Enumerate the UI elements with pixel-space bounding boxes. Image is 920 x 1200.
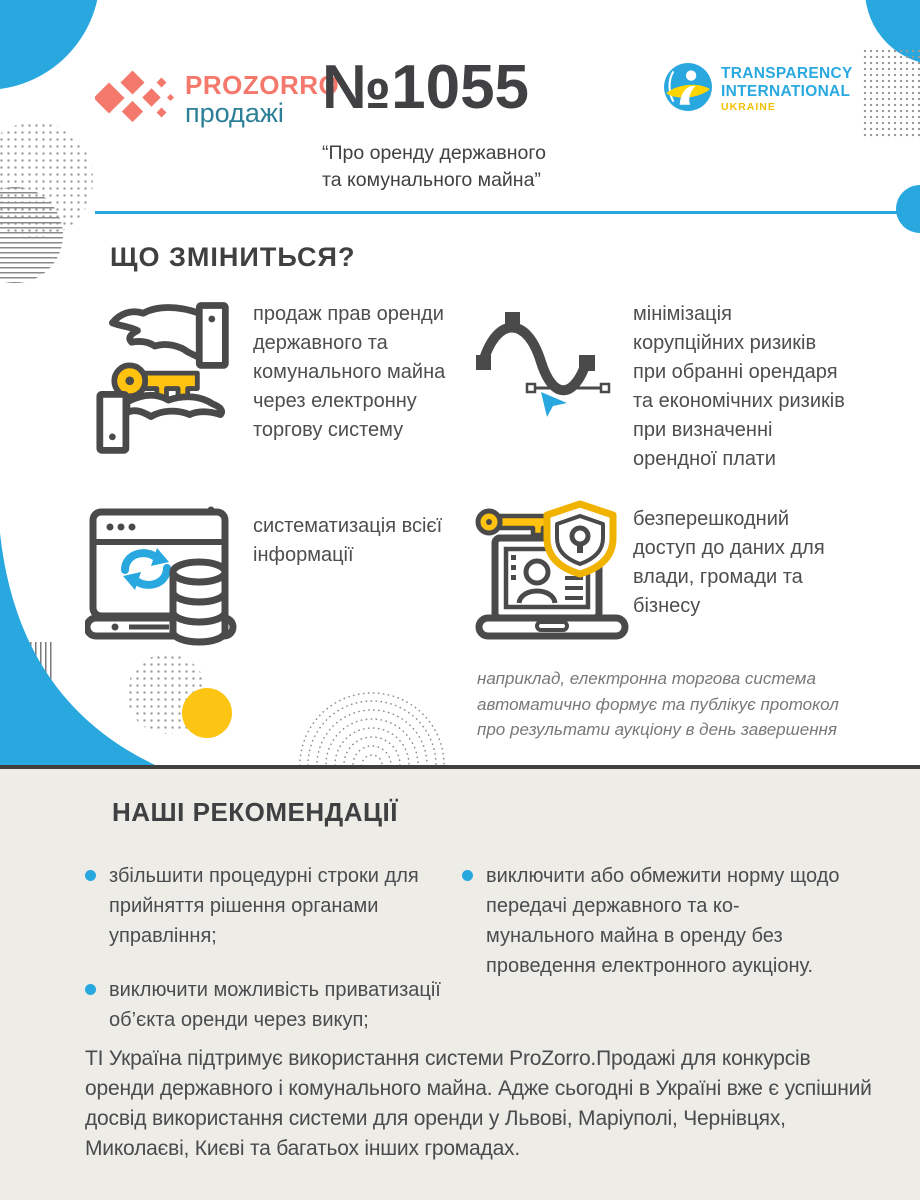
law-title-line1: “Про оренду державного xyxy=(322,142,546,164)
recommendation-item xyxy=(85,975,453,1035)
prozorro-logo-subword: продажі xyxy=(185,98,284,128)
bullet-icon xyxy=(85,984,96,995)
bezier-curve-icon xyxy=(475,310,625,418)
law-title-line2: та комунального майна” xyxy=(322,169,541,192)
header-divider-line xyxy=(95,211,920,214)
law-number-title: №1055 xyxy=(322,53,530,122)
dot-pattern-topright xyxy=(862,48,920,140)
recommendations-column-right xyxy=(462,861,840,981)
bullet-icon xyxy=(462,870,473,881)
laptop-shield-key-icon xyxy=(475,500,630,648)
ti-logo-line1: TRANSPARENCY xyxy=(721,65,853,82)
change-item-text-3: систематизація всієї інформації xyxy=(253,515,443,566)
recommendations-column-left xyxy=(85,861,453,1035)
browser-database-sync-icon xyxy=(85,506,243,648)
recommendation-item xyxy=(462,861,840,981)
change-item-text-1: продаж прав оренди державного та комунального майна через електронну торгову систему xyxy=(253,303,446,441)
footer-statement: ТІ Україна підтримує використання системи ProZorro.Продажі для конкурсів оренди державного і комунального майна. Адже сьогодні в Україні вже є успішний досвід використання системи для оренди у Львові, Маріуполі, Чернівцях, Миколаєві, Києві та багатьох інших громадах. xyxy=(85,1047,872,1161)
transparency-international-logo xyxy=(663,62,853,113)
prozorro-logo-wordmark: PROZORRO xyxy=(185,70,340,100)
concentric-dotted-arcs-decoration xyxy=(298,691,446,765)
yellow-circle-decoration xyxy=(182,688,232,738)
recommendation-text-1: збільшити процедурні строки для прийняття рішення органами управління; xyxy=(109,865,419,947)
bullet-icon xyxy=(85,870,96,881)
ti-logo-line2: INTERNATIONAL xyxy=(721,82,851,100)
section-title-recommendations: НАШІ РЕКОМЕНДАЦІЇ xyxy=(112,797,398,827)
recommendations-section xyxy=(0,765,920,1200)
blue-circle-decoration-topleft xyxy=(0,0,100,90)
example-note: наприклад, електронна торгова система автоматично формує та публікує протокол про результати аукціону в день завершення xyxy=(477,669,839,739)
change-item-text-2: мінімізація корупційних ризиків при обранні орендаря та економічних ризиків при визначенні орендної плати xyxy=(633,303,845,470)
ti-logo-ukraine: UKRAINE xyxy=(721,101,776,113)
law-title xyxy=(322,140,546,195)
ti-globe-icon xyxy=(663,62,713,112)
recommendation-item xyxy=(85,861,453,951)
blue-semicircle-decoration-right xyxy=(896,185,920,233)
section-title-what-changes: ЩО ЗМІНИТЬСЯ? xyxy=(110,242,356,272)
hands-key-icon xyxy=(95,298,235,454)
recommendation-text-2: виключити можливість приватизації об’єкта оренди через викуп; xyxy=(109,979,441,1031)
prozorro-sale-logo xyxy=(95,70,339,128)
recommendation-text-3: виключити або обмежити норму щодо передачі державного та комунального майна в оренду без проведення електронного аукціону. xyxy=(486,865,840,977)
change-item-text-4: безперешкодний доступ до даних для влади, громади та бізнесу xyxy=(633,508,825,617)
prozorro-diamonds-icon xyxy=(95,70,175,128)
